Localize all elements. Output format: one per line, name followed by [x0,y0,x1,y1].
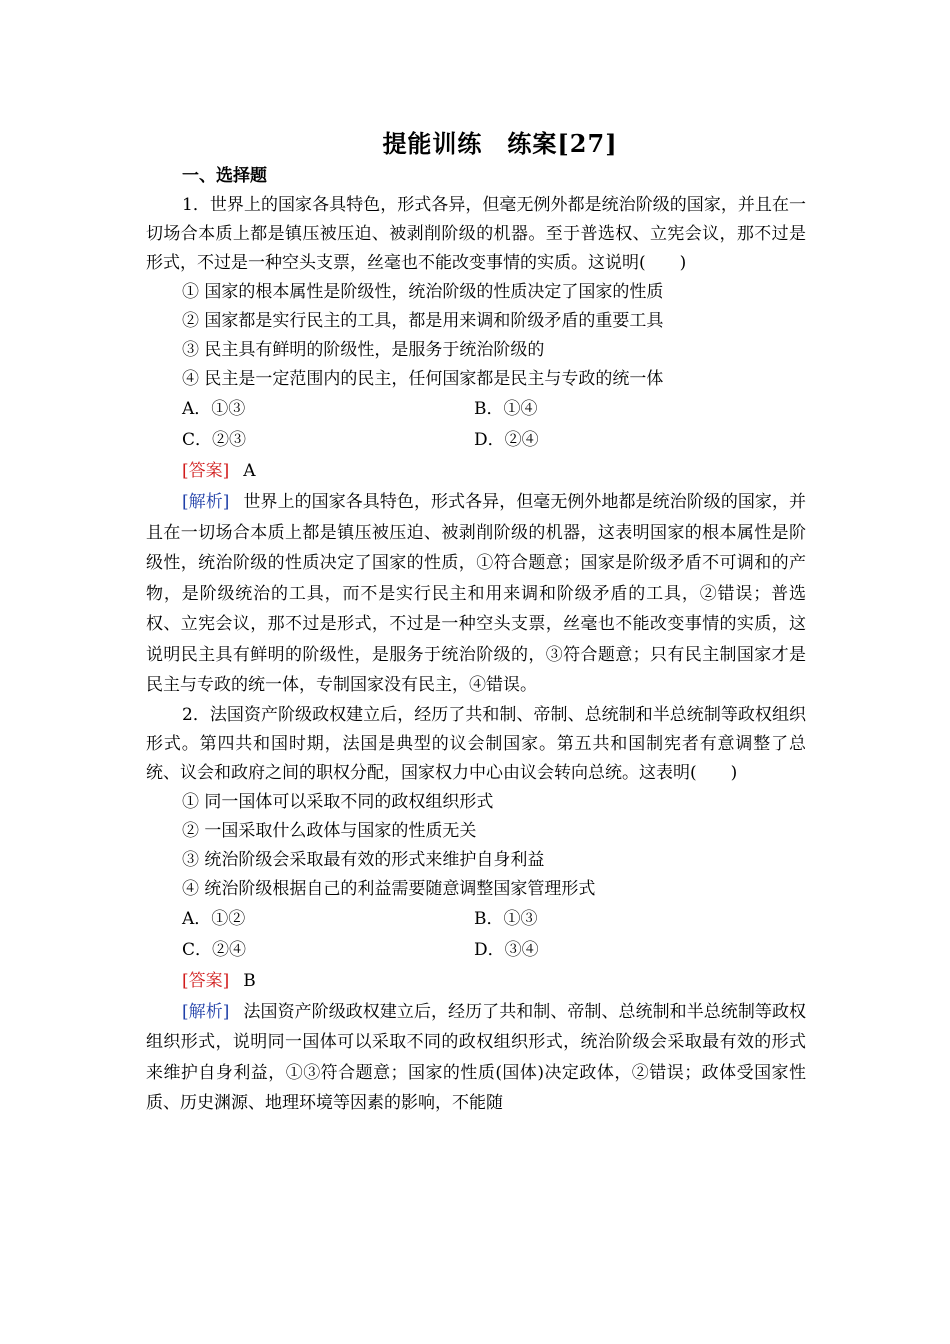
analysis-label: [解析] [182,1001,230,1022]
answer-label: [答案] [182,461,230,481]
question-2-option-d: D．③④ [474,939,539,960]
question-2-analysis [146,997,806,1119]
question-2-item-4: ④ 统治阶级根据自己的利益需要随意调整国家管理形式 [182,878,596,899]
question-2-item-1: ① 同一国体可以采取不同的政权组织形式 [182,791,494,812]
question-2-options-row-2 [146,935,806,966]
question-1-item-1: ① 国家的根本属性是阶级性，统治阶级的性质决定了国家的性质 [182,282,664,302]
question-1-item-3: ③ 民主具有鲜明的阶级性，是服务于统治阶级的 [182,340,545,360]
analysis-text: 世界上的国家各具特色，形式各异，但毫无例外地都是统治阶级的国家，并且在一切场合本质上都是镇压被压迫、被剥削阶级的机器，这表明国家的根本属性是阶级性，统治阶级的性质决定了国家的性质，①符合题意；国家是阶级矛盾不可调和的产物，是阶级统治的工具，而不是实行民主和用来调和阶级矛盾的工具，②错误；普选权、立宪会议，那不过是形式，不过是一种空头支票，丝毫也不能改变事情的实质，这说明民主具有鲜明的阶级性，是服务于统治阶级的，③符合题意；只有民主制国家才是民主与专政的统一体，专制国家没有民主，④错误。 [146,492,807,695]
answer-value: B [243,970,256,991]
question-2-option-a: A．①② [182,908,246,929]
question-1-stem: 1．世界上的国家各具特色，形式各异，但毫无例外都是统治阶级的国家，并且在一切场合本质上都是镇压被压迫、被剥削阶级的机器。至于普选权、立宪会议，那不过是形式，不过是一种空头支票，丝毫也不能改变事情的实质。这说明( ) [146,195,806,273]
question-1-option-b: B．①④ [474,399,538,419]
page-title: 提能训练 练案[27] [382,129,618,158]
question-2-option-b: B．①③ [474,908,538,929]
question-2-item-3: ③ 统治阶级会采取最有效的形式来维护自身利益 [182,849,545,870]
analysis-text: 法国资产阶级政权建立后，经历了共和制、帝制、总统制和半总统制等政权组织形式，说明同一国体可以采取不同的政权组织形式，统治阶级会采取最有效的形式来维护自身利益，①③符合题意；国家的性质(国体)决定政体，②错误；政体受国家性质、历史渊源、地理环境等因素的影响，不能随 [146,1001,807,1113]
question-1-option-a: A．①③ [182,399,246,419]
question-2-item-2: ② 一国采取什么政体与国家的性质无关 [182,820,477,841]
question-1-item-4: ④ 民主是一定范围内的民主，任何国家都是民主与专政的统一体 [182,369,664,389]
question-2-answer [146,966,806,997]
answer-value: A [243,461,256,481]
question-1-answer [146,456,806,487]
question-2-option-c: C．②④ [182,939,247,960]
answer-label: [答案] [182,970,230,991]
question-2-stem: 2．法国资产阶级政权建立后，经历了共和制、帝制、总统制和半总统制等政权组织形式。第四共和国时期，法国是典型的议会制国家。第五共和国制宪者有意调整了总统、议会和政府之间的职权分配，国家权力中心由议会转向总统。这表明( ) [146,704,806,783]
question-1-item-2: ② 国家都是实行民主的工具，都是用来调和阶级矛盾的重要工具 [182,311,664,331]
section-heading: 一、选择题 [182,166,267,186]
question-1-option-d: D．②④ [474,430,539,450]
document-body [146,162,806,1119]
question-1-option-c: C．②③ [182,430,247,450]
question-1-analysis [146,487,806,701]
question-2-options-row-1 [146,904,806,935]
question-1-options-row-2 [146,425,806,456]
analysis-label: [解析] [182,492,230,512]
question-1-options-row-1 [146,394,806,425]
